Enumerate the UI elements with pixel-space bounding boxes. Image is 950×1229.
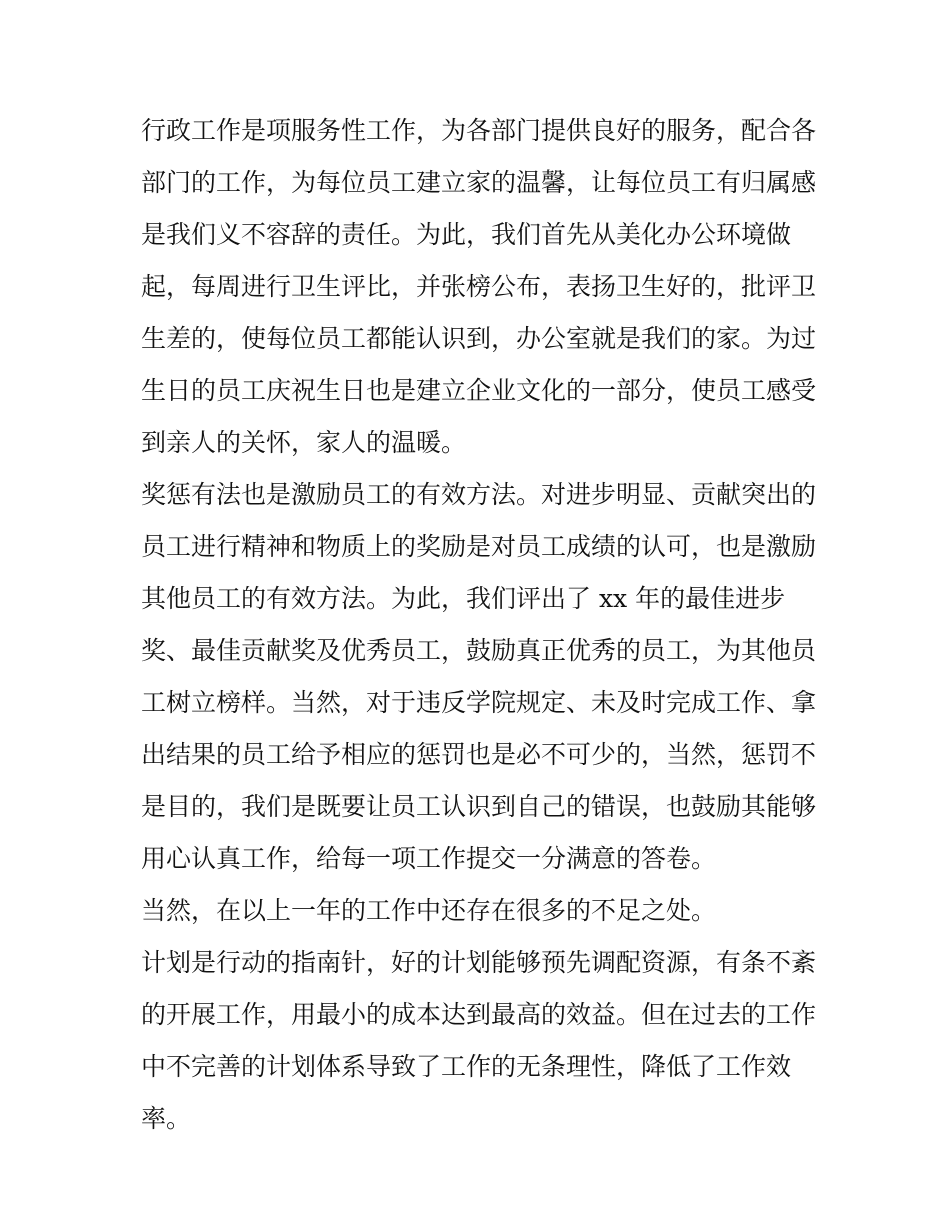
text-line: 用心认真工作，给每一项工作提交一分满意的答卷。	[141, 844, 717, 873]
text-line: 生差的，使每位员工都能认识到，办公室就是我们的家。为过	[141, 324, 817, 353]
document-body	[141, 105, 817, 1145]
text-line: 是目的，我们是既要让员工认识到自己的错误，也鼓励其能够	[141, 792, 817, 821]
text-line: 工树立榜样。当然，对于违反学院规定、未及时完成工作、拿	[141, 688, 817, 717]
text-line: 部门的工作，为每位员工建立家的温馨，让每位员工有归属感	[141, 168, 817, 197]
text-line: 计划是行动的指南针，好的计划能够预先调配资源，有条不紊	[141, 948, 817, 977]
text-line: 其他员工的有效方法。为此，我们评出了 xx 年的最佳进步	[141, 584, 786, 613]
text-line: 率。	[141, 1104, 192, 1133]
text-line: 生日的员工庆祝生日也是建立企业文化的一部分，使员工感受	[141, 376, 817, 405]
text-line: 的开展工作，用最小的成本达到最高的效益。但在过去的工作	[141, 1000, 817, 1029]
text-line: 行政工作是项服务性工作，为各部门提供良好的服务，配合各	[141, 116, 817, 145]
text-line: 出结果的员工给予相应的惩罚也是必不可少的，当然，惩罚不	[141, 740, 817, 769]
text-line: 是我们义不容辞的责任。为此，我们首先从美化办公环境做	[141, 220, 792, 249]
text-line: 奖惩有法也是激励员工的有效方法。对进步明显、贡献突出的	[141, 480, 817, 509]
text-line: 到亲人的关怀，家人的温暖。	[141, 428, 467, 457]
text-line: 奖、最佳贡献奖及优秀员工，鼓励真正优秀的员工，为其他员	[141, 636, 817, 665]
text-line: 当然，在以上一年的工作中还存在很多的不足之处。	[141, 896, 717, 925]
text-line: 起，每周进行卫生评比，并张榜公布，表扬卫生好的，批评卫	[141, 272, 817, 301]
text-line: 中不完善的计划体系导致了工作的无条理性，降低了工作效	[141, 1052, 792, 1081]
text-line: 员工进行精神和物质上的奖励是对员工成绩的认可，也是激励	[141, 532, 817, 561]
